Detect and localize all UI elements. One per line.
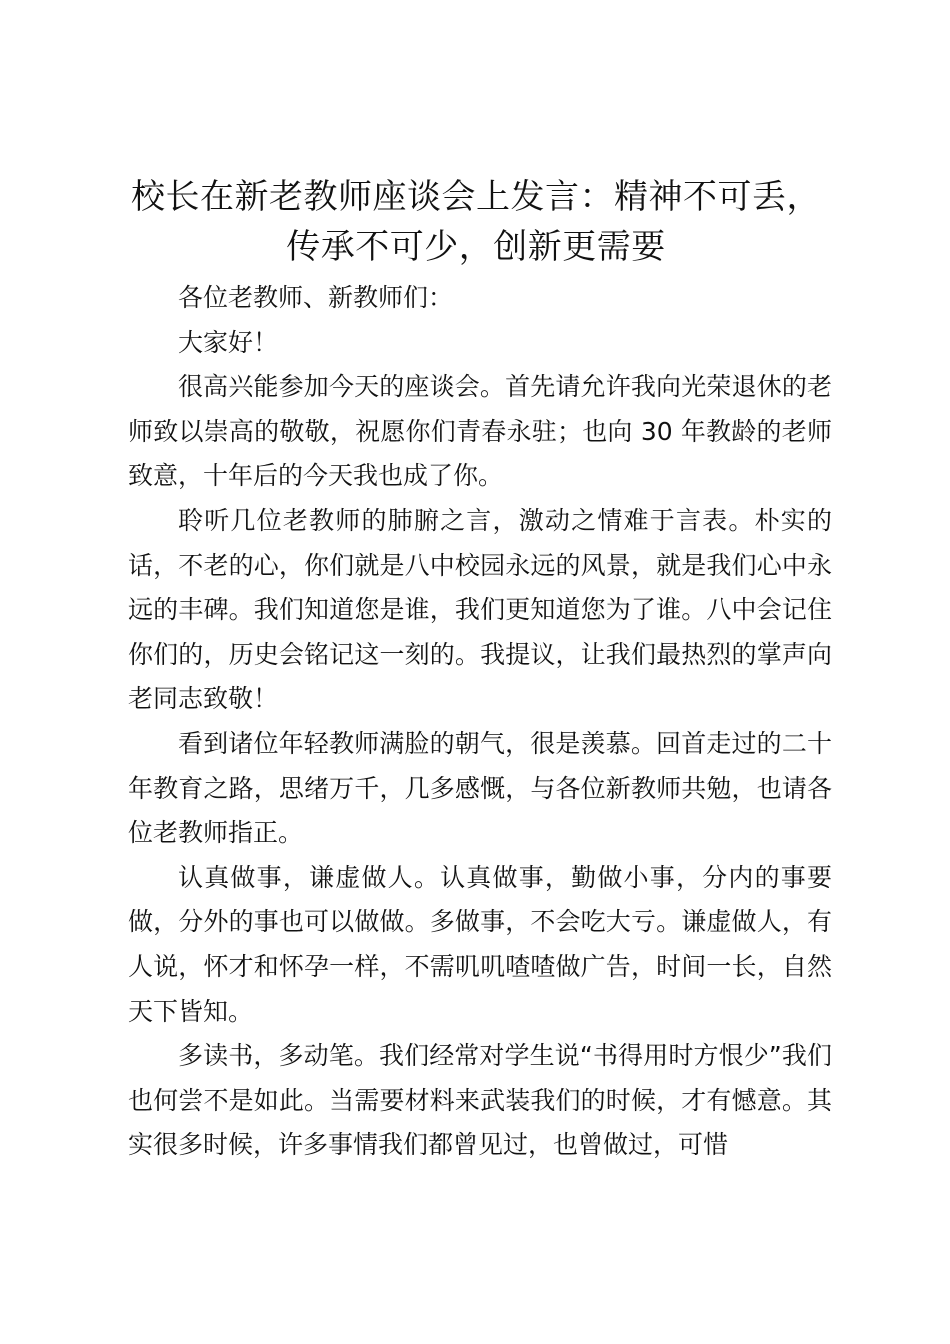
salutation: 各位老教师、新教师们：: [178, 283, 454, 312]
body-paragraph: 看到诸位年轻教师满脸的朝气，很是羡慕。回首走过的二十年教育之路，思绪万千，几多感慨，与各位新教师共勉，也请各位老教师指正。: [128, 728, 832, 848]
document-body: [128, 276, 832, 1168]
body-paragraph: 多读书，多动笔。我们经常对学生说“书得用时方恨少”我们也何尝不是如此。当需要材料来武装我们的时候，才有憾意。其实很多时候，许多事情我们都曾见过，也曾做过，可惜: [128, 1041, 832, 1160]
body-paragraph: 认真做事，谦虚做人。认真做事，勤做小事，分内的事要做，分外的事也可以做做。多做事，不会吃大亏。谦虚做人，有人说，怀才和怀孕一样，不需叽叽喳喳做广告，时间一长，自然天下皆知。: [128, 862, 832, 1026]
greeting: 大家好！: [178, 327, 279, 357]
document-title: 校长在新老教师座谈会上发言：精神不可丢，传承不可少，创新更需要: [131, 177, 821, 267]
body-paragraph: 聆听几位老教师的肺腑之言，激动之情难于言表。朴实的话，不老的心，你们就是八中校园永远的风景，就是我们心中永远的丰碑。我们知道您是谁，我们更知道您为了谁。八中会记住你们的，历史会铭记这一刻的。我提议，让我们最热烈的掌声向老同志致敬！: [128, 505, 832, 714]
body-paragraph: 很高兴能参加今天的座谈会。首先请允许我向光荣退休的老师致以崇高的敬敬，祝愿你们青春永驻；也向 30 年教龄的老师致意，十年后的今天我也成了你。: [128, 372, 832, 491]
